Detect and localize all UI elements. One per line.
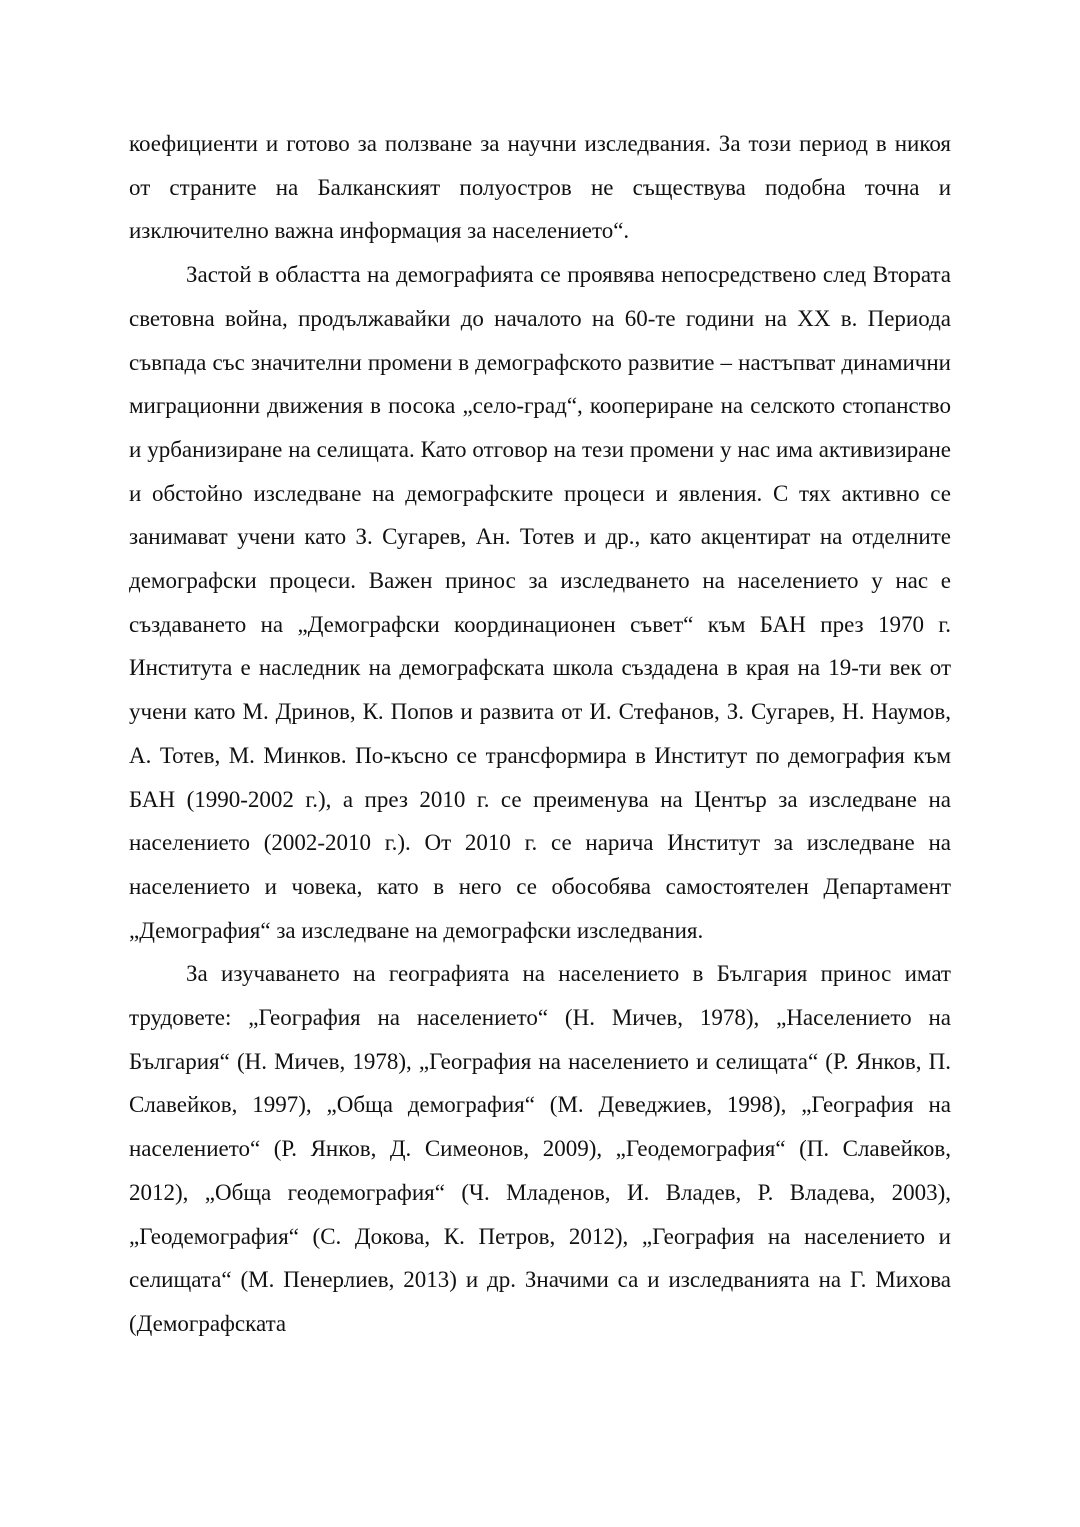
paragraph-2: Застой в областта на демографията се проявява непосредствено след Втората световна война, продължавайки до началото на 60-те години на XX в. Периода съвпада със значителни промени в демографското развитие – настъпват динамични миграционни движения в посока „село-град“, коопериране на селското стопанство и урбанизиране на селищата. Като отговор на тези промени у нас има активизиране и обстойно изследване на демографските процеси и явления. С тях активно се занимават учени като З. Сугарев, Ан. Тотев и др., като акцентират на отделните демографски процеси. Важен принос за изследването на населението у нас е създаването на „Демографски координационен съвет“ към БАН през 1970 г. Института е наследник на демографската школа създадена в края на 19-ти век от учени като М. Дринов, К. Попов и развита от И. Стефанов, З. Сугарев, Н. Наумов, А. Тотев, М. Минков. По-късно се трансформира в Институт по демография към БАН (1990-2002 г.), а през 2010 г. се преименува на Център за изследване на населението (2002-2010 г.). От 2010 г. се нарича Институт за изследване на населението и човека, като в него се обособява самостоятелен Департамент „Демография“ за изследване на демографски изследвания. xyxy=(129,262,951,943)
paragraph-1: коефициенти и готово за ползване за научни изследвания. За този период в никоя от страните на Балканският полуостров не съществува подобна точна и изключително важна информация за населението“. xyxy=(129,131,951,244)
document-page xyxy=(129,122,951,1346)
paragraph-3: За изучаването на географията на населението в България принос имат трудовете: „География на населението“ (Н. Мичев, 1978), „Населението на България“ (Н. Мичев, 1978), „География на населението и селищата“ (Р. Янков, П. Славейков, 1997), „Обща демография“ (М. Деведжиев, 1998), „География на населението“ (Р. Янков, Д. Симеонов, 2009), „Геодемография“ (П. Славейков, 2012), „Обща геодемография“ (Ч. Младенов, И. Владев, Р. Владева, 2003), „Геодемография“ (С. Докова, К. Петров, 2012), „География на населението и селищата“ (М. Пенерлиев, 2013) и др. Значими са и изследванията на Г. Михова (Демографската xyxy=(129,961,951,1336)
